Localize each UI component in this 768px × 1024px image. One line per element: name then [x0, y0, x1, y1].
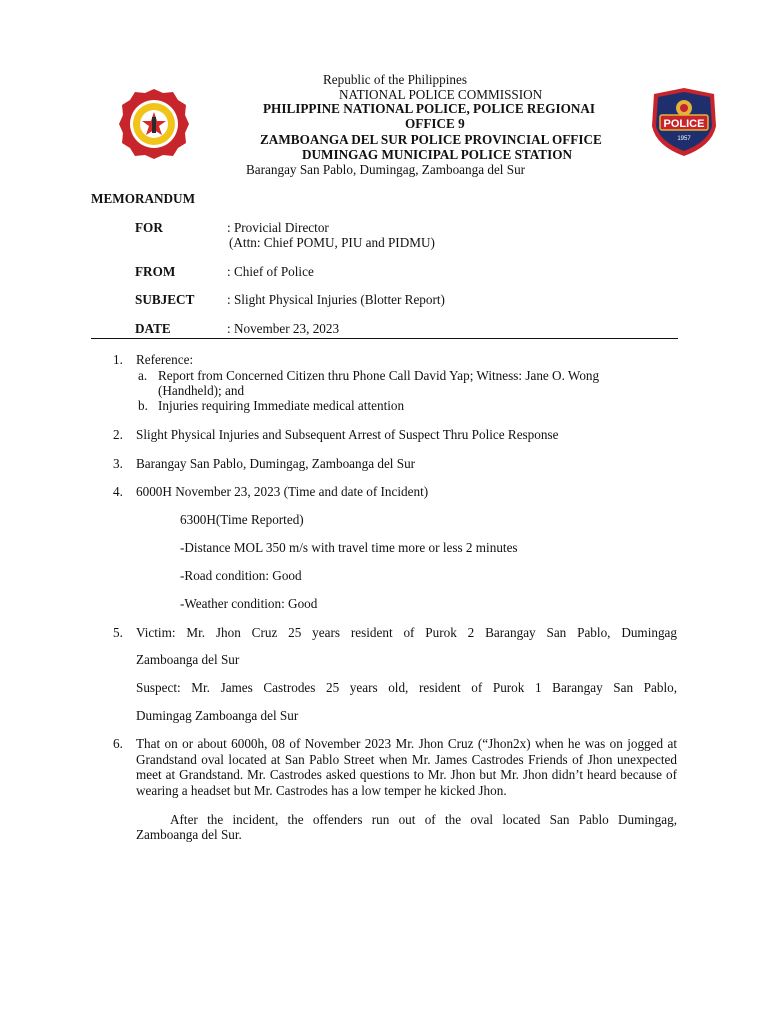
- item-4-number: 4.: [113, 484, 123, 499]
- item-3-number: 3.: [113, 456, 123, 471]
- for-attn: (Attn: Chief POMU, PIU and PIDMU): [229, 235, 435, 250]
- item-1b-letter: b.: [138, 398, 148, 413]
- header-pnp-regional: PHILIPPINE NATIONAL POLICE, POLICE REGIONAI: [263, 101, 596, 116]
- item-1-text: Reference:: [136, 352, 194, 367]
- item-3-text: Barangay San Pablo, Dumingag, Zamboanga del Sur: [136, 456, 416, 471]
- for-label: FOR: [135, 220, 163, 235]
- date-label: DATE: [135, 321, 171, 336]
- header-address: Barangay San Pablo, Dumingag, Zamboanga del Sur: [246, 162, 526, 177]
- item-5-number: 5.: [113, 625, 123, 640]
- badge-police-text: POLICE: [663, 118, 705, 130]
- header-napolcom: NATIONAL POLICE COMMISSION: [339, 87, 543, 102]
- header-municipal-station: DUMINGAG MUNICIPAL POLICE STATION: [302, 147, 572, 162]
- date-value: : November 23, 2023: [227, 321, 340, 336]
- header-provincial-office: ZAMBOANGA DEL SUR POLICE PROVINCIAL OFFICE: [260, 132, 602, 147]
- item-1-number: 1.: [113, 352, 123, 367]
- from-label: FROM: [135, 264, 176, 279]
- memo-title: MEMORANDUM: [91, 191, 196, 206]
- item-5-suspect-line2: Dumingag Zamboanga del Sur: [136, 708, 299, 723]
- napolcom-seal-logo: [118, 88, 190, 160]
- item-1a-line2: (Handheld); and: [158, 383, 245, 398]
- item-4-text: 6000H November 23, 2023 (Time and date of Incident): [136, 484, 429, 499]
- item-6-after-line1: After the incident, the offenders run out of the oval located San Pablo Dumingag,: [170, 812, 677, 827]
- item-1a-letter: a.: [138, 368, 148, 383]
- item-1b-text: Injuries requiring Immediate medical attention: [158, 398, 405, 413]
- item-1a-line1: Report from Concerned Citizen thru Phone Call David Yap; Witness: Jane O. Wong: [158, 368, 600, 383]
- pnp-police-badge-logo: [646, 84, 722, 160]
- item-5-victim-line1: Victim: Mr. Jhon Cruz 25 years resident of Purok 2 Barangay San Pablo, Dumingag: [136, 625, 677, 640]
- header-divider: [91, 338, 678, 339]
- item-2-text: Slight Physical Injuries and Subsequent Arrest of Suspect Thru Police Response: [136, 427, 559, 442]
- badge-year-text: 1957: [677, 136, 691, 142]
- item-4-weather-condition: -Weather condition: Good: [180, 596, 318, 611]
- header-republic: Republic of the Philippines: [323, 72, 467, 87]
- item-6-number: 6.: [113, 736, 123, 751]
- item-5-suspect-line1: Suspect: Mr. James Castrodes 25 years old, resident of Purok 1 Barangay San Pablo,: [136, 680, 677, 695]
- item-6-after-line2: Zamboanga del Sur.: [136, 827, 242, 842]
- item-4-time-reported: 6300H(Time Reported): [180, 512, 304, 527]
- item-2-number: 2.: [113, 427, 123, 442]
- item-6-paragraph: That on or about 6000h, 08 of November 2023 Mr. Jhon Cruz (“Jhon2x) when he was on jogged at Grandstand oval located at San Pablo Street when Mr. James Castrodes Friends of Jhon unexpected meet at Grandstand. Mr. Castrodes asked questions to Mr. Jhon but Mr. Jhon didn’t heard because of wearing a headset but Mr. Castrodes has a low temper he kicked Jhon.: [136, 736, 677, 798]
- from-value: : Chief of Police: [227, 264, 314, 279]
- subject-value: : Slight Physical Injuries (Blotter Report): [227, 292, 445, 307]
- item-4-distance: -Distance MOL 350 m/s with travel time more or less 2 minutes: [180, 540, 518, 555]
- for-value: : Provicial Director: [227, 220, 329, 235]
- item-4-road-condition: -Road condition: Good: [180, 568, 302, 583]
- subject-label: SUBJECT: [135, 292, 195, 307]
- item-5-victim-line2: Zamboanga del Sur: [136, 652, 240, 667]
- header-office: OFFICE 9: [405, 116, 465, 131]
